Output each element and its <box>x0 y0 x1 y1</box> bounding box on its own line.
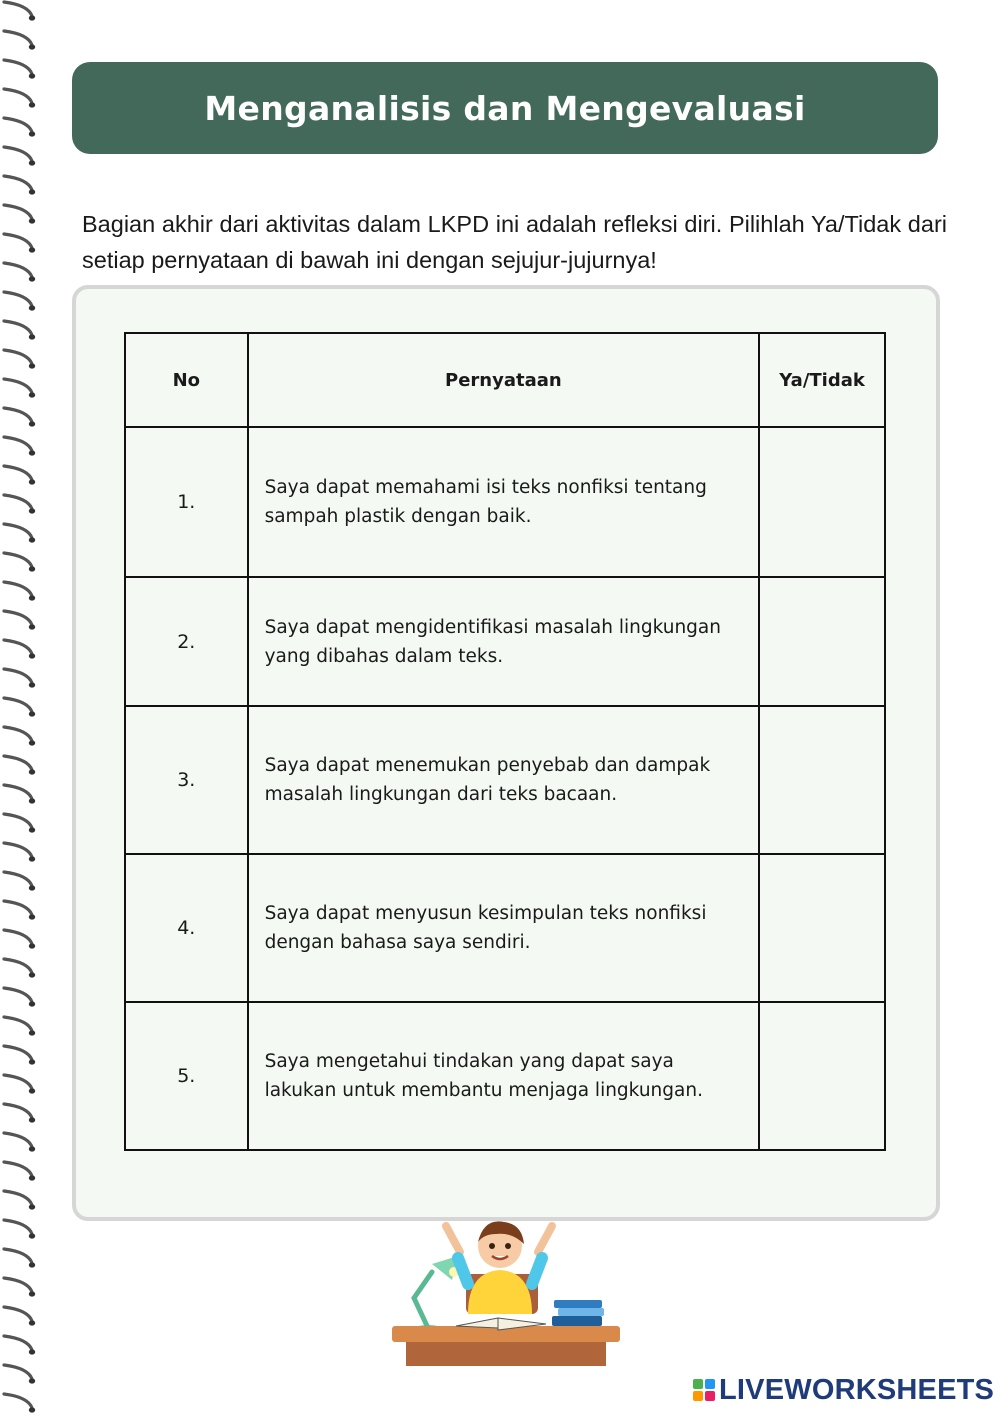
spiral-hole <box>29 276 35 281</box>
spiral-hole <box>29 218 35 223</box>
spiral-ring <box>4 1336 32 1350</box>
spiral-hole <box>29 711 35 716</box>
student-at-desk-illustration <box>388 1214 623 1370</box>
spiral-binding <box>0 0 48 1414</box>
spiral-hole <box>29 479 35 484</box>
spiral-ring <box>4 1075 32 1089</box>
spiral-ring <box>4 959 32 973</box>
spiral-hole <box>29 73 35 78</box>
spiral-ring <box>4 785 32 799</box>
spiral-ring <box>4 1307 32 1321</box>
row-statement: Saya dapat menyusun kesimpulan teks nonfiksi dengan bahasa saya sendiri. <box>248 854 760 1002</box>
spiral-hole <box>29 1204 35 1209</box>
spiral-hole <box>29 798 35 803</box>
book-stack-icon <box>552 1300 604 1326</box>
spiral-hole <box>29 1059 35 1064</box>
spiral-hole <box>29 1320 35 1325</box>
spiral-hole <box>29 1291 35 1296</box>
answer-cell[interactable] <box>759 706 885 854</box>
spiral-ring <box>4 930 32 944</box>
brand-name: LIVEWORKSHEETS <box>719 1373 995 1406</box>
spiral-ring <box>4 321 32 335</box>
answer-cell[interactable] <box>759 1002 885 1150</box>
spiral-ring <box>4 872 32 886</box>
spiral-ring <box>4 1162 32 1176</box>
spiral-ring <box>4 1046 32 1060</box>
spiral-ring <box>4 1278 32 1292</box>
spiral-hole <box>29 914 35 919</box>
row-statement: Saya dapat mengidentifikasi masalah lingkungan yang dibahas dalam teks. <box>248 577 760 706</box>
spiral-hole <box>29 653 35 658</box>
spiral-hole <box>29 508 35 513</box>
header-no: No <box>125 333 248 427</box>
header-answer: Ya/Tidak <box>759 333 885 427</box>
spiral-ring <box>4 669 32 683</box>
liveworksheets-icon <box>693 1379 715 1401</box>
spiral-hole <box>29 44 35 49</box>
row-number: 1. <box>125 427 248 577</box>
spiral-ring <box>4 1191 32 1205</box>
table-row <box>125 577 885 706</box>
spiral-hole <box>29 682 35 687</box>
spiral-ring <box>4 31 32 45</box>
spiral-ring <box>4 524 32 538</box>
spiral-hole <box>29 827 35 832</box>
row-number: 3. <box>125 706 248 854</box>
spiral-hole <box>29 1407 35 1412</box>
spiral-ring <box>4 263 32 277</box>
spiral-hole <box>29 15 35 20</box>
spiral-ring <box>4 1249 32 1263</box>
spiral-hole <box>29 1378 35 1383</box>
spiral-ring <box>4 814 32 828</box>
row-number: 2. <box>125 577 248 706</box>
row-number: 5. <box>125 1002 248 1150</box>
table-row <box>125 1002 885 1150</box>
spiral-hole <box>29 885 35 890</box>
spiral-hole <box>29 595 35 600</box>
spiral-hole <box>29 1030 35 1035</box>
desk-lamp-icon <box>412 1256 459 1335</box>
row-statement: Saya mengetahui tindakan yang dapat saya lakukan untuk membantu menjaga lingkungan. <box>248 1002 760 1150</box>
spiral-ring <box>4 843 32 857</box>
answer-cell[interactable] <box>759 854 885 1002</box>
spiral-ring <box>4 1220 32 1234</box>
spiral-hole <box>29 1146 35 1151</box>
spiral-ring <box>4 1017 32 1031</box>
spiral-ring <box>4 234 32 248</box>
spiral-hole <box>29 305 35 310</box>
spiral-ring <box>4 988 32 1002</box>
spiral-hole <box>29 1262 35 1267</box>
spiral-ring <box>4 147 32 161</box>
spiral-ring <box>4 1133 32 1147</box>
spiral-ring <box>4 292 32 306</box>
header-statement: Pernyataan <box>248 333 760 427</box>
spiral-ring <box>4 350 32 364</box>
spiral-ring <box>4 495 32 509</box>
spiral-ring <box>4 379 32 393</box>
spiral-hole <box>29 1349 35 1354</box>
spiral-hole <box>29 537 35 542</box>
spiral-ring <box>4 553 32 567</box>
spiral-ring <box>4 756 32 770</box>
spiral-hole <box>29 392 35 397</box>
spiral-hole <box>29 363 35 368</box>
spiral-hole <box>29 1233 35 1238</box>
page-title: Menganalisis dan Mengevaluasi <box>204 88 806 128</box>
spiral-ring <box>4 60 32 74</box>
spiral-hole <box>29 334 35 339</box>
spiral-hole <box>29 102 35 107</box>
spiral-ring <box>4 1394 32 1408</box>
spiral-ring <box>4 2 32 16</box>
spiral-hole <box>29 1175 35 1180</box>
spiral-ring <box>4 1365 32 1379</box>
spiral-hole <box>29 131 35 136</box>
spiral-hole <box>29 972 35 977</box>
spiral-ring <box>4 901 32 915</box>
spiral-hole <box>29 769 35 774</box>
title-banner <box>72 62 938 154</box>
spiral-hole <box>29 247 35 252</box>
table-row <box>125 854 885 1002</box>
spiral-ring <box>4 640 32 654</box>
spiral-ring <box>4 89 32 103</box>
instructions: Bagian akhir dari aktivitas dalam LKPD ini adalah refleksi diri. Pilihlah Ya/Tidak dari setiap pernyataan di bawah ini dengan sejujur-jujurnya! <box>82 210 947 273</box>
table-header-row <box>125 333 885 427</box>
spiral-hole <box>29 1001 35 1006</box>
spiral-ring <box>4 698 32 712</box>
spiral-ring <box>4 437 32 451</box>
reflection-table <box>124 332 886 1151</box>
spiral-hole <box>29 740 35 745</box>
spiral-ring <box>4 466 32 480</box>
spiral-ring <box>4 205 32 219</box>
spiral-hole <box>29 943 35 948</box>
table-row <box>125 427 885 577</box>
spiral-hole <box>29 450 35 455</box>
spiral-ring <box>4 727 32 741</box>
spiral-hole <box>29 189 35 194</box>
spiral-ring <box>4 611 32 625</box>
liveworksheets-logo <box>693 1372 994 1408</box>
spiral-ring <box>4 176 32 190</box>
answer-cell[interactable] <box>759 577 885 706</box>
spiral-hole <box>29 856 35 861</box>
spiral-hole <box>29 624 35 629</box>
row-statement: Saya dapat menemukan penyebab dan dampak masalah lingkungan dari teks bacaan. <box>248 706 760 854</box>
answer-cell[interactable] <box>759 427 885 577</box>
row-number: 4. <box>125 854 248 1002</box>
spiral-ring <box>4 582 32 596</box>
spiral-hole <box>29 1117 35 1122</box>
spiral-ring <box>4 1104 32 1118</box>
spiral-hole <box>29 421 35 426</box>
spiral-hole <box>29 566 35 571</box>
spiral-ring <box>4 408 32 422</box>
row-statement: Saya dapat memahami isi teks nonfiksi tentang sampah plastik dengan baik. <box>248 427 760 577</box>
spiral-hole <box>29 1088 35 1093</box>
spiral-hole <box>29 160 35 165</box>
spiral-ring <box>4 118 32 132</box>
table-row <box>125 706 885 854</box>
